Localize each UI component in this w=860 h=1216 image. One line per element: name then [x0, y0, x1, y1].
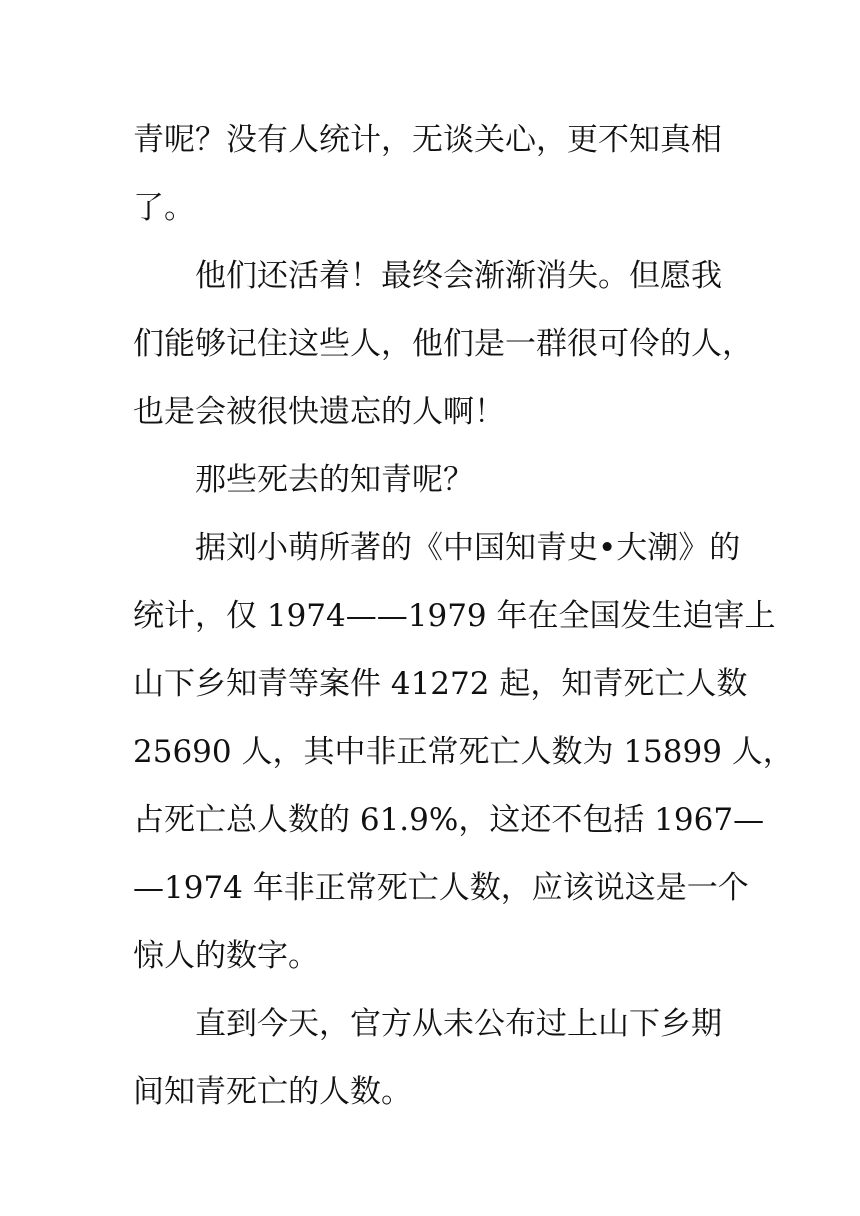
text-line: 也是会被很快遗忘的人啊！ — [133, 394, 505, 430]
paragraph-start-line: 直到今天，官方从未公布过上山下乡期 — [195, 1006, 722, 1042]
text-line: 惊人的数字。 — [133, 938, 319, 974]
text-line: 25690 人，其中非正常死亡人数为 15899 人， — [133, 734, 794, 770]
text-line: —1974 年非正常死亡人数，应该说这是一个 — [133, 870, 749, 906]
paragraph-start-line: 据刘小萌所著的《中国知青史•大潮》的 — [195, 530, 741, 566]
text-line: 间知青死亡的人数。 — [133, 1074, 412, 1110]
text-line: 山下乡知青等案件 41272 起，知青死亡人数 — [133, 666, 748, 702]
paragraph-start-line: 他们还活着！最终会渐渐消失。但愿我 — [195, 258, 722, 294]
body-text — [133, 106, 794, 1126]
paragraph-start-line: 那些死去的知青呢？ — [195, 462, 474, 498]
text-line: 统计，仅 1974——1979 年在全国发生迫害上 — [133, 598, 776, 634]
text-line: 了。 — [133, 190, 195, 226]
text-line: 们能够记住这些人，他们是一群很可伶的人， — [133, 326, 753, 362]
text-line: 占死亡总人数的 61.9%，这还不包括 1967— — [133, 802, 765, 838]
text-line: 青呢？没有人统计，无谈关心，更不知真相 — [133, 122, 722, 158]
